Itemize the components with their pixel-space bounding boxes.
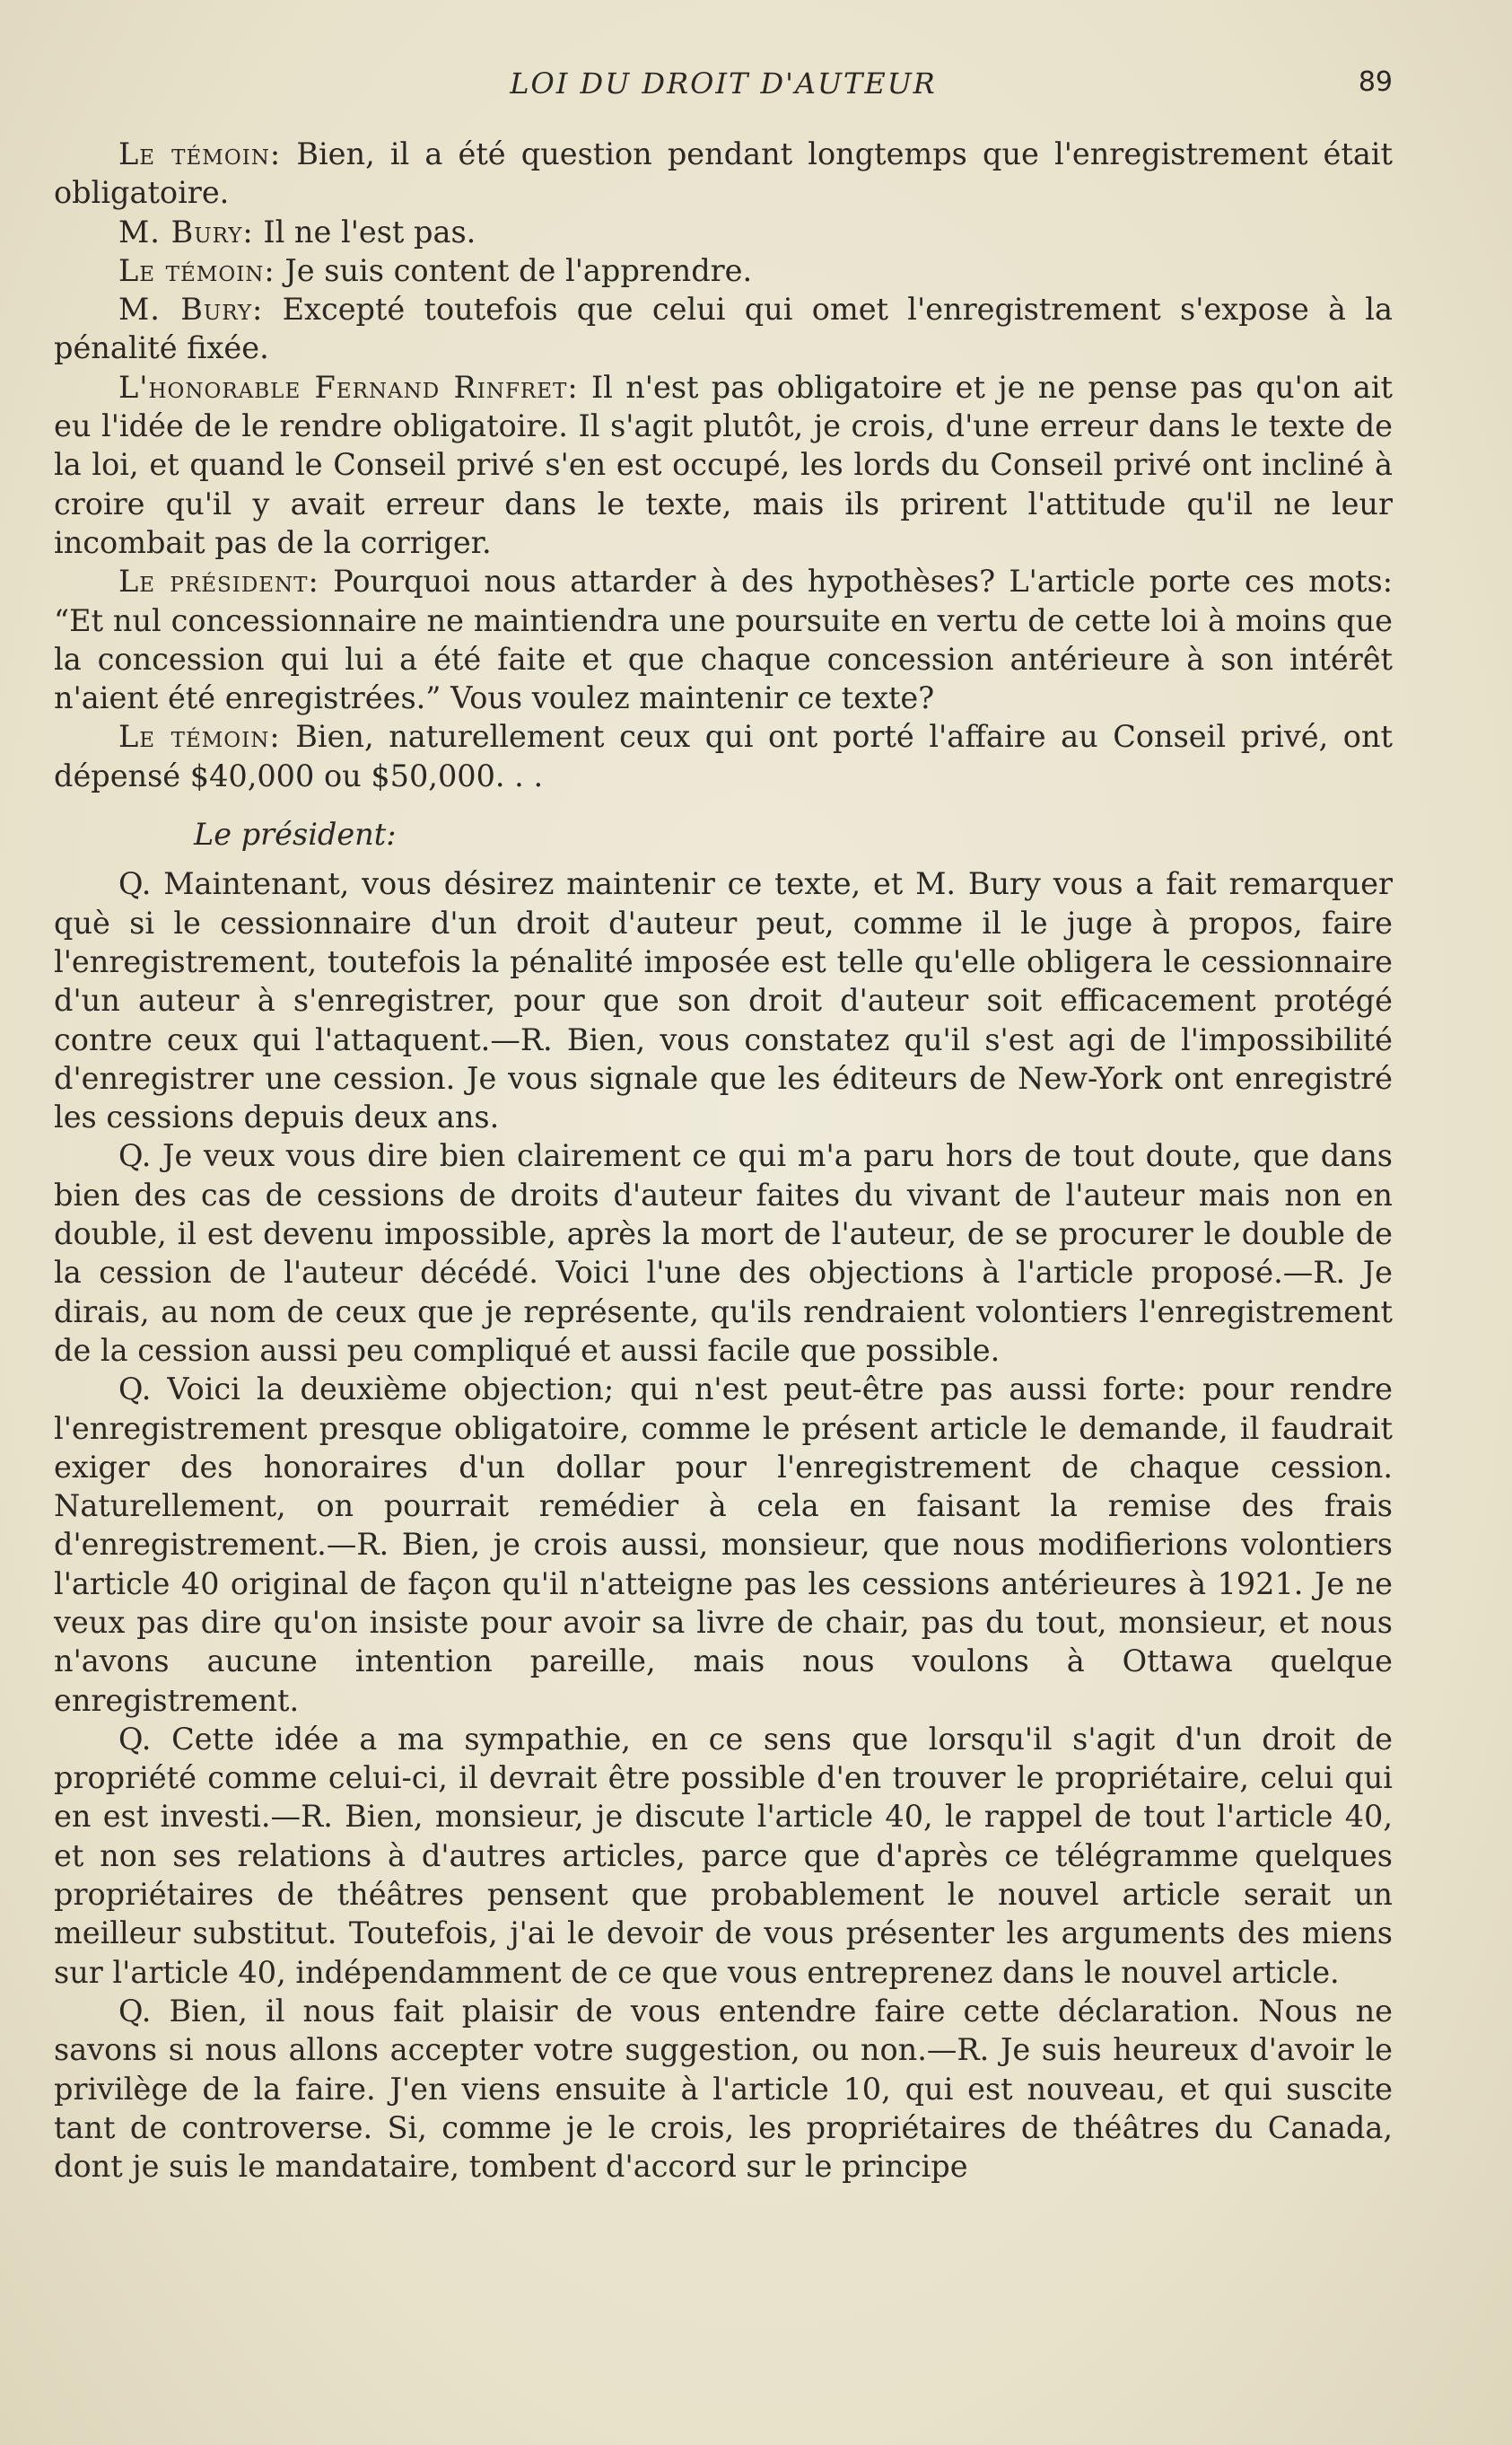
dialogue-paragraph — [54, 251, 1393, 290]
page-number: 89 — [1358, 66, 1393, 98]
dialogue-paragraph — [54, 562, 1393, 717]
section-heading: Le président: — [194, 817, 397, 853]
speech-text: Bien, il a été question pendant longtemps que l'enregistrement était obligatoire. — [54, 136, 1393, 211]
body-text — [54, 135, 1393, 2186]
speaker-name: Le président: — [118, 564, 319, 600]
question-paragraph: Q. Cette idée a ma sympathie, en ce sens que lorsqu'il s'agit d'un droit de propriété comme celui-ci, il devrait être possible d'en trouver le propriétaire, celui qui en est investi.—R. Bien, monsieur, je discute l'article 40, le rappel de tout l'article 40, et non ses relations à d'autres articles, parce que d'après ce télégramme quelques propriétaires de théâtres pensent que probablement le nouvel article serait un meilleur substitut. Toutefois, j'ai le devoir de vous présenter les arguments des miens sur l'article 40, indépendamment de ce que vous entreprenez dans le nouvel article. — [54, 1721, 1393, 1990]
question-paragraph: Q. Je veux vous dire bien clairement ce qui m'a paru hors de tout doute, que dans bien des cas de cessions de droits d'auteur faites du vivant de l'auteur mais non en double, il est devenu impossible, après la mort de l'auteur, de se procurer le double de la cession de l'auteur décédé. Voici l'une des objections à l'article proposé.—R. Je dirais, au nom de ceux que je représente, qu'ils rendraient volontiers l'enregistrement de la cession aussi peu compliqué et aussi facile que possible. — [54, 1138, 1393, 1368]
speaker-name: Le témoin: — [118, 136, 282, 171]
speech-text: Il ne l'est pas. — [253, 214, 476, 250]
speaker-name: L'honorable Fernand Rinfret: — [118, 369, 579, 405]
question-paragraph: Q. Bien, il nous fait plaisir de vous entendre faire cette déclaration. Nous ne savons si nous allons accepter votre suggestion, ou non.—R. Je suis heureux d'avoir le privilège de la faire. J'en viens ensuite à l'article 10, qui est nouveau, et qui suscite tant de controverse. Si, comme je le crois, les propriétaires de théâtres du Canada, dont je suis le mandataire, tombent d'accord sur le principe — [54, 1993, 1393, 2185]
speaker-name: Le témoin: — [118, 719, 281, 755]
speech-text: Pourquoi nous attarder à des hypothèses? L'article porte ces mots: “Et nul concessionnaire ne maintiendra une poursuite en vertu de cette loi à moins que la concession qui lui a été faite et que chaque concession antérieure à son intérêt n'aient été enregistrées.” Vous voulez maintenir ce texte? — [54, 564, 1394, 716]
speech-text: Bien, naturellement ceux qui ont porté l'affaire au Conseil privé, ont dépensé $40,000 ou $50,000. . . — [54, 719, 1394, 793]
dialogue-paragraph — [54, 368, 1393, 562]
speech-text: Il n'est pas obligatoire et je ne pense pas qu'on ait eu l'idée de le rendre obligatoire. Il s'agit plutôt, je crois, d'une erreur dans le texte de la loi, et quand le Conseil privé s'en est occupé, les lords du Conseil privé ont incliné à croire qu'il y avait erreur dans le texte, mais ils prirent l'attitude qu'il ne leur incombait pas de la corriger. — [54, 369, 1393, 560]
running-title: LOI DU DROIT D'AUTEUR — [510, 66, 937, 101]
question-paragraph: Q. Voici la deuxième objection; qui n'est peut-être pas aussi forte: pour rendre l'enregistrement presque obligatoire, comme le présent article le demande, il faudrait exiger des honoraires d'un dollar pour l'enregistrement de chaque cession. Naturellement, on pourrait remédier à cela en faisant la remise des frais d'enregistrement.—R. Bien, je crois aussi, monsieur, que nous modifierions volontiers l'article 40 original de façon qu'il n'atteigne pas les cessions antérieures à 1921. Je ne veux pas dire qu'on insiste pour avoir sa livre de chair, pas du tout, monsieur, et nous n'avons aucune intention pareille, mais nous voulons à Ottawa quelque enregistrement. — [54, 1371, 1393, 1718]
speech-text: Excepté toutefois que celui qui omet l'enregistrement s'expose à la pénalité fixée. — [54, 292, 1393, 366]
speaker-name: M. Bury: — [118, 214, 254, 250]
speaker-name: M. Bury: — [118, 292, 264, 328]
speaker-name: Le témoin: — [118, 252, 275, 288]
dialogue-paragraph — [54, 290, 1393, 368]
dialogue-paragraph — [54, 135, 1393, 213]
page-header — [54, 66, 1393, 111]
dialogue-paragraph — [54, 717, 1393, 795]
speech-text: Je suis content de l'apprendre. — [275, 252, 753, 288]
question-paragraph: Q. Maintenant, vous désirez maintenir ce texte, et M. Bury vous a fait remarquer què si le cessionnaire d'un droit d'auteur peut, comme il le juge à propos, faire l'enregistrement, toutefois la pénalité imposée est telle qu'elle obligera le cessionnaire d'un auteur à s'enregistrer, pour que son droit d'auteur soit efficacement protégé contre ceux qui l'attaquent.—R. Bien, vous constatez qu'il s'est agi de l'impossibilité d'enregistrer une cession. Je vous signale que les éditeurs de New-York ont enregistré les cessions depuis deux ans. — [54, 866, 1393, 1135]
dialogue-paragraph — [54, 213, 1393, 251]
